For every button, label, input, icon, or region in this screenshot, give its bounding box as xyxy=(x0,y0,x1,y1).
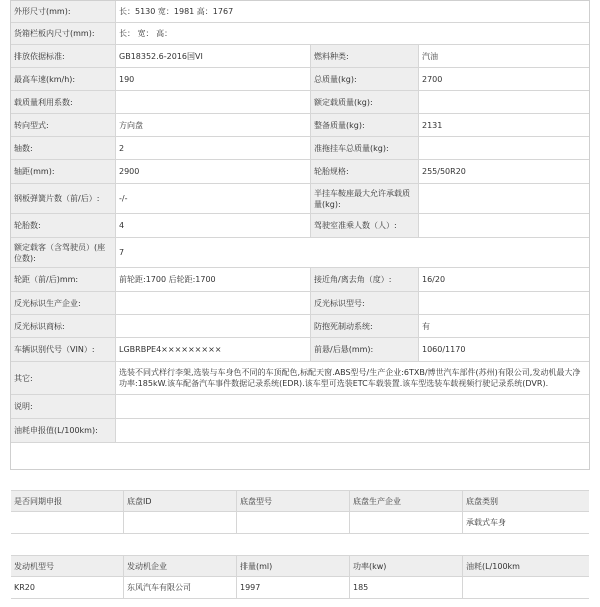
spec-value xyxy=(419,292,589,314)
spec-label: 说明: xyxy=(11,395,116,418)
chassis-header-sync: 是否同期申报 xyxy=(11,491,124,511)
spec-label: 驾驶室准乘人数（人）: xyxy=(311,214,419,237)
chassis-cell-sync xyxy=(11,512,124,533)
chassis-header-id: 底盘ID xyxy=(124,491,237,511)
spec-value: 7 xyxy=(116,238,589,267)
spec-value: 2 xyxy=(116,137,311,159)
engine-header-row xyxy=(11,555,589,577)
chassis-cell-id xyxy=(124,512,237,533)
spec-label: 反光标识商标: xyxy=(11,315,116,337)
spec-row xyxy=(11,45,589,68)
spec-row xyxy=(11,184,589,214)
chassis-data-row xyxy=(11,512,589,534)
spec-row xyxy=(11,23,589,45)
spec-value xyxy=(419,214,589,237)
spec-label: 整备质量(kg): xyxy=(311,114,419,136)
spec-label: 货箱栏板内尺寸(mm): xyxy=(11,23,116,44)
chassis-header-model: 底盘型号 xyxy=(237,491,350,511)
chassis-cell-maker xyxy=(350,512,463,533)
spec-value: 2900 xyxy=(116,160,311,183)
spec-row xyxy=(11,68,589,91)
spec-row xyxy=(11,395,589,419)
spec-value: 4 xyxy=(116,214,311,237)
spec-value xyxy=(116,419,589,442)
chassis-header-type: 底盘类别 xyxy=(463,491,589,511)
spec-row xyxy=(11,238,589,268)
spec-value: 长： 宽： 高： xyxy=(116,23,589,44)
spec-value: 长：5130 宽：1981 高：1767 xyxy=(116,1,589,22)
spec-label: 反光标识型号: xyxy=(311,292,419,314)
engine-cell-fuel xyxy=(463,577,589,598)
spec-label: 轴数: xyxy=(11,137,116,159)
spec-value: 前轮距:1700 后轮距:1700 xyxy=(116,268,311,291)
spec-value: 有 xyxy=(419,315,589,337)
engine-cell-displacement: 1997 xyxy=(237,577,350,598)
spec-label: 燃料种类: xyxy=(311,45,419,67)
chassis-header-row xyxy=(11,490,589,512)
spec-value xyxy=(419,91,589,113)
spec-label: 额定载客（含驾驶员）(座位数): xyxy=(11,238,116,267)
engine-header-fuel: 油耗(L/100km xyxy=(463,556,589,576)
spec-value: 选装不同式样行李架,选装与车身色不同的车顶配色,标配天窗.ABS型号/生产企业:6TXB/博世汽车部件(苏州)有限公司,发动机最大净功率:185kW.该车配备汽车事件数据记录系统(EDR).该车型可选装ETC车载装置.该车型选装车载视频行驶记录系统(DVR). xyxy=(116,362,589,394)
spec-row xyxy=(11,419,589,443)
spec-value xyxy=(116,395,589,418)
spec-label: 轮胎数: xyxy=(11,214,116,237)
spec-label: 最高车速(km/h): xyxy=(11,68,116,90)
spec-row xyxy=(11,160,589,184)
spec-value: LGBRBPE4××××××××× xyxy=(116,338,311,361)
spec-value xyxy=(116,292,311,314)
spec-label: 钢板弹簧片数（前/后）: xyxy=(11,184,116,213)
spec-label: 前悬/后悬(mm): xyxy=(311,338,419,361)
chassis-header-maker: 底盘生产企业 xyxy=(350,491,463,511)
spec-row xyxy=(11,268,589,292)
spec-label: 外形尺寸(mm): xyxy=(11,1,116,22)
spec-value: 1060/1170 xyxy=(419,338,589,361)
chassis-cell-model xyxy=(237,512,350,533)
spec-label: 准拖挂车总质量(kg): xyxy=(311,137,419,159)
spec-value xyxy=(116,315,311,337)
spec-label: 其它: xyxy=(11,362,116,394)
spec-label: 排放依据标准: xyxy=(11,45,116,67)
spec-label: 轴距(mm): xyxy=(11,160,116,183)
spec-value: 方向盘 xyxy=(116,114,311,136)
spec-value: 255/50R20 xyxy=(419,160,589,183)
spec-row xyxy=(11,315,589,338)
spec-value: -/- xyxy=(116,184,311,213)
spec-value: GB18352.6-2016国VI xyxy=(116,45,311,67)
engine-header-displacement: 排量(ml) xyxy=(237,556,350,576)
spec-label: 轮胎规格: xyxy=(311,160,419,183)
spec-row xyxy=(11,91,589,114)
spec-label: 轮距（前/后)mm: xyxy=(11,268,116,291)
engine-header-power: 功率(kw) xyxy=(350,556,463,576)
engine-header-maker: 发动机企业 xyxy=(124,556,237,576)
spec-label: 防抱死制动系统: xyxy=(311,315,419,337)
spec-label: 车辆识别代号（VIN）: xyxy=(11,338,116,361)
spec-row xyxy=(11,362,589,395)
spec-value xyxy=(419,184,589,213)
spec-row xyxy=(11,292,589,315)
spec-value: 2131 xyxy=(419,114,589,136)
spec-value: 2700 xyxy=(419,68,589,90)
spec-label: 转向型式: xyxy=(11,114,116,136)
spec-value: 16/20 xyxy=(419,268,589,291)
spec-value: 汽油 xyxy=(419,45,589,67)
chassis-cell-type: 承载式车身 xyxy=(463,512,589,533)
spec-value xyxy=(116,91,311,113)
spec-row xyxy=(11,214,589,238)
spec-row xyxy=(11,114,589,137)
spec-label: 载质量利用系数: xyxy=(11,91,116,113)
spec-row xyxy=(11,1,589,23)
engine-cell-power: 185 xyxy=(350,577,463,598)
engine-header-model: 发动机型号 xyxy=(11,556,124,576)
spec-row xyxy=(11,137,589,160)
spec-value xyxy=(419,137,589,159)
engine-cell-model: KR20 xyxy=(11,577,124,598)
spec-label: 接近角/离去角（度）: xyxy=(311,268,419,291)
spec-label: 反光标识生产企业: xyxy=(11,292,116,314)
engine-cell-maker: 东风汽车有限公司 xyxy=(124,577,237,598)
spec-label: 半挂车鞍座最大允许承载质量(kg): xyxy=(311,184,419,213)
spec-row xyxy=(11,338,589,362)
spec-label: 总质量(kg): xyxy=(311,68,419,90)
spec-value: 190 xyxy=(116,68,311,90)
spec-label: 油耗申报值(L/100km): xyxy=(11,419,116,442)
engine-data-row xyxy=(11,577,589,599)
spec-label: 额定载质量(kg): xyxy=(311,91,419,113)
